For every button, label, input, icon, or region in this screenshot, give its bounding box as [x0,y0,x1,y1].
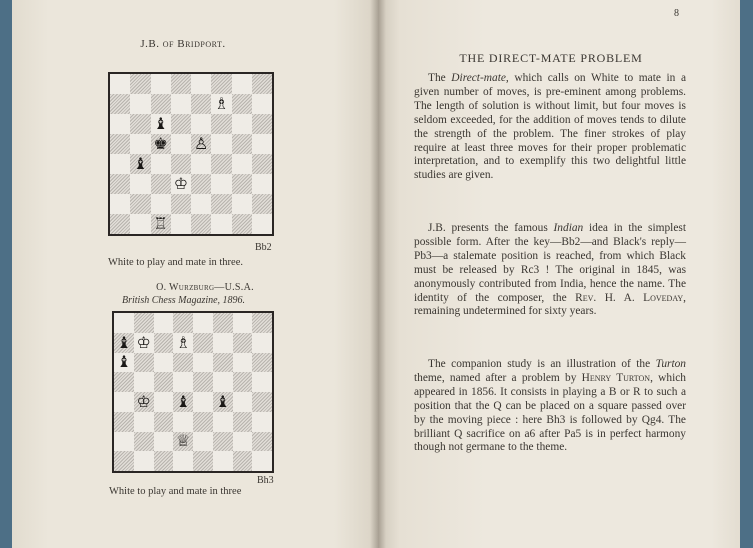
board-square [252,412,272,432]
board-square [154,412,174,432]
board-square [193,451,213,471]
board-square [252,392,272,412]
board-square [130,134,150,154]
board-square [154,372,174,392]
board-square [173,372,193,392]
paragraph-1 [414,72,686,183]
board-square [151,114,171,134]
board-square [211,114,231,134]
chess-piece: ♝ [116,332,132,352]
board-square [171,214,191,234]
board-square [130,114,150,134]
board-square [151,94,171,114]
chess-diagram-2 [112,311,274,473]
board-square [233,333,253,353]
chess-piece: ♝ [133,154,148,173]
board-square [134,432,154,452]
board-square [151,154,171,174]
board-square [252,154,272,174]
p2-text-b: Indian [553,222,584,234]
board-square [171,74,191,94]
running-head-prefix: J.B. [140,38,160,50]
board-square [151,134,171,154]
board-square [193,392,213,412]
board-square [134,392,154,412]
board-square [134,313,154,333]
chess-piece: ♔ [136,391,151,411]
board-square [110,214,130,234]
p2-text-c: idea in the simplest possible form. After the key—Bb2—and Black's reply—Pb3—a stalemate position is reached, from which Black must be released by Rc3 ! The original in 1845, was anonymously contributed from India, hence the name. The identity of the composer, the [414,222,686,304]
board-square [154,392,174,412]
board-square [252,74,272,94]
board-square [110,74,130,94]
board-square [191,194,211,214]
paragraph-2 [414,222,686,319]
board-square [110,94,130,114]
page-number: 8 [674,8,679,19]
board-square [213,372,233,392]
chess-piece: ♕ [175,431,191,451]
board-square [252,432,272,452]
board-square [134,451,154,471]
board-square [211,154,231,174]
board-square [213,451,233,471]
chess-piece: ♙ [193,134,209,153]
board-square [211,194,231,214]
board-square [213,412,233,432]
running-head-rest: of Bridport. [162,38,226,50]
board-square [193,353,213,373]
board-square [211,94,231,114]
p3-text-e: which appeared in 1856. It consists in playing a B or R to such a position that the Q can be placed on a square passed over by the moving piece : here Bh3 is followed by Qg4. The brilliant Q sacrifice on a6 after Pa5 is in perfect harmony though not germane to the theme. [414,371,686,454]
board-square [171,114,191,134]
diagram-2-source: British Chess Magazine, 1896. [122,295,246,306]
board-square [173,412,193,432]
chess-piece: ♖ [153,214,168,233]
board-square [252,333,272,353]
board-square [154,451,174,471]
board-square [110,174,130,194]
board-square [232,114,252,134]
board-square [171,174,191,194]
board-square [211,214,231,234]
board-square [173,313,193,333]
board-square [173,451,193,471]
p3-text-a: The companion study is an illustration of the [428,358,656,370]
p2-text-a: J.B. presents the famous [428,222,554,234]
board-square [114,372,134,392]
board-square [211,74,231,94]
board-square [213,432,233,452]
board-square [110,154,130,174]
chess-piece: ♗ [175,332,191,352]
board-square [134,353,154,373]
board-square [173,432,193,452]
running-head [0,38,366,50]
paragraph-3 [414,358,686,455]
board-square [154,333,174,353]
board-square [193,412,213,432]
board-square [191,174,211,194]
board-square [233,412,253,432]
board-square [193,372,213,392]
board-square [232,174,252,194]
board-square [232,134,252,154]
board-square [252,313,272,333]
board-square [114,313,134,333]
board-square [114,412,134,432]
board-square [213,333,233,353]
diagram-2-composer: O. Wurzburg—U.S.A. [156,282,254,293]
p2-text-e: remaining undetermined for sixty years. [414,305,597,318]
board-square [193,313,213,333]
board-square [233,432,253,452]
p3-text-c: theme, named after a problem by [414,371,582,384]
board-square [114,451,134,471]
board-square [252,451,272,471]
p3-text-b: Turton [655,358,686,370]
board-square [252,94,272,114]
board-square [171,94,191,114]
board-square [193,333,213,353]
board-square [232,154,252,174]
board-square [191,74,211,94]
p1-text-c: which calls on White to mate in a given number of moves, is pre-eminent among problems. The length of solution is without limit, but four moves is seldom exceeded, for the addition of moves tends to dilute the strength of the problem. The finer strokes of play require at least three moves for their proper problematic interpretation, and to exemplify this two delightful little studies are given. [414,72,687,182]
board-square [193,432,213,452]
board-square [154,353,174,373]
board-square [232,74,252,94]
board-square [173,392,193,412]
board-square [233,392,253,412]
p2-text-d: Rev. H. A. Loveday, [575,291,686,304]
board-square [252,214,272,234]
board-square [232,194,252,214]
board-square [110,134,130,154]
board-square [130,154,150,174]
board-square [233,313,253,333]
board-square [213,313,233,333]
p1-text-a: The [428,72,452,84]
board-square [252,353,272,373]
board-square [154,432,174,452]
board-square [114,392,134,412]
board-square [191,154,211,174]
board-square [232,94,252,114]
board-square [130,194,150,214]
diagram-2-caption: White to play and mate in three [109,486,242,497]
board-square [171,134,191,154]
chess-piece: ♝ [153,114,168,133]
board-square [191,214,211,234]
chess-piece: ♝ [215,391,230,411]
chess-piece: ♝ [175,391,191,411]
board-square [233,353,253,373]
board-square [173,333,193,353]
board-square [233,372,253,392]
board-square [252,194,272,214]
board-square [154,313,174,333]
board-square [191,114,211,134]
chess-piece: ♝ [116,352,132,372]
board-square [114,333,134,353]
diagram-1-label: Bb2 [255,242,272,253]
board-square [151,174,171,194]
board-square [151,194,171,214]
board-square [252,174,272,194]
board-square [213,392,233,412]
chess-piece: ♚ [153,134,168,153]
board-square [213,353,233,373]
board-square [171,194,191,214]
board-square [114,353,134,373]
board-square [252,372,272,392]
diagram-2-label: Bh3 [257,475,274,486]
board-square [134,372,154,392]
chess-piece: ♔ [136,332,151,352]
p3-text-d: Henry Turton, [581,371,653,384]
board-square [110,114,130,134]
board-square [134,412,154,432]
board-square [151,214,171,234]
board-square [211,134,231,154]
board-square [134,333,154,353]
board-square [130,214,150,234]
board-square [151,74,171,94]
diagram-1-caption: White to play and mate in three. [108,257,243,268]
board-square [191,134,211,154]
book-gutter [370,0,386,548]
board-square [211,174,231,194]
board-square [110,194,130,214]
board-square [252,114,272,134]
board-square [130,74,150,94]
p1-text-b: Direct-mate, [451,72,509,84]
chess-diagram-1 [108,72,274,236]
chess-piece: ♗ [214,94,229,113]
board-square [233,451,253,471]
board-square [173,353,193,373]
board-square [232,214,252,234]
board-square [130,94,150,114]
board-square [130,174,150,194]
board-square [252,134,272,154]
board-square [114,432,134,452]
board-square [171,154,191,174]
board-square [191,94,211,114]
chess-piece: ♔ [173,174,189,193]
page-title: THE DIRECT-MATE PROBLEM [459,51,643,65]
